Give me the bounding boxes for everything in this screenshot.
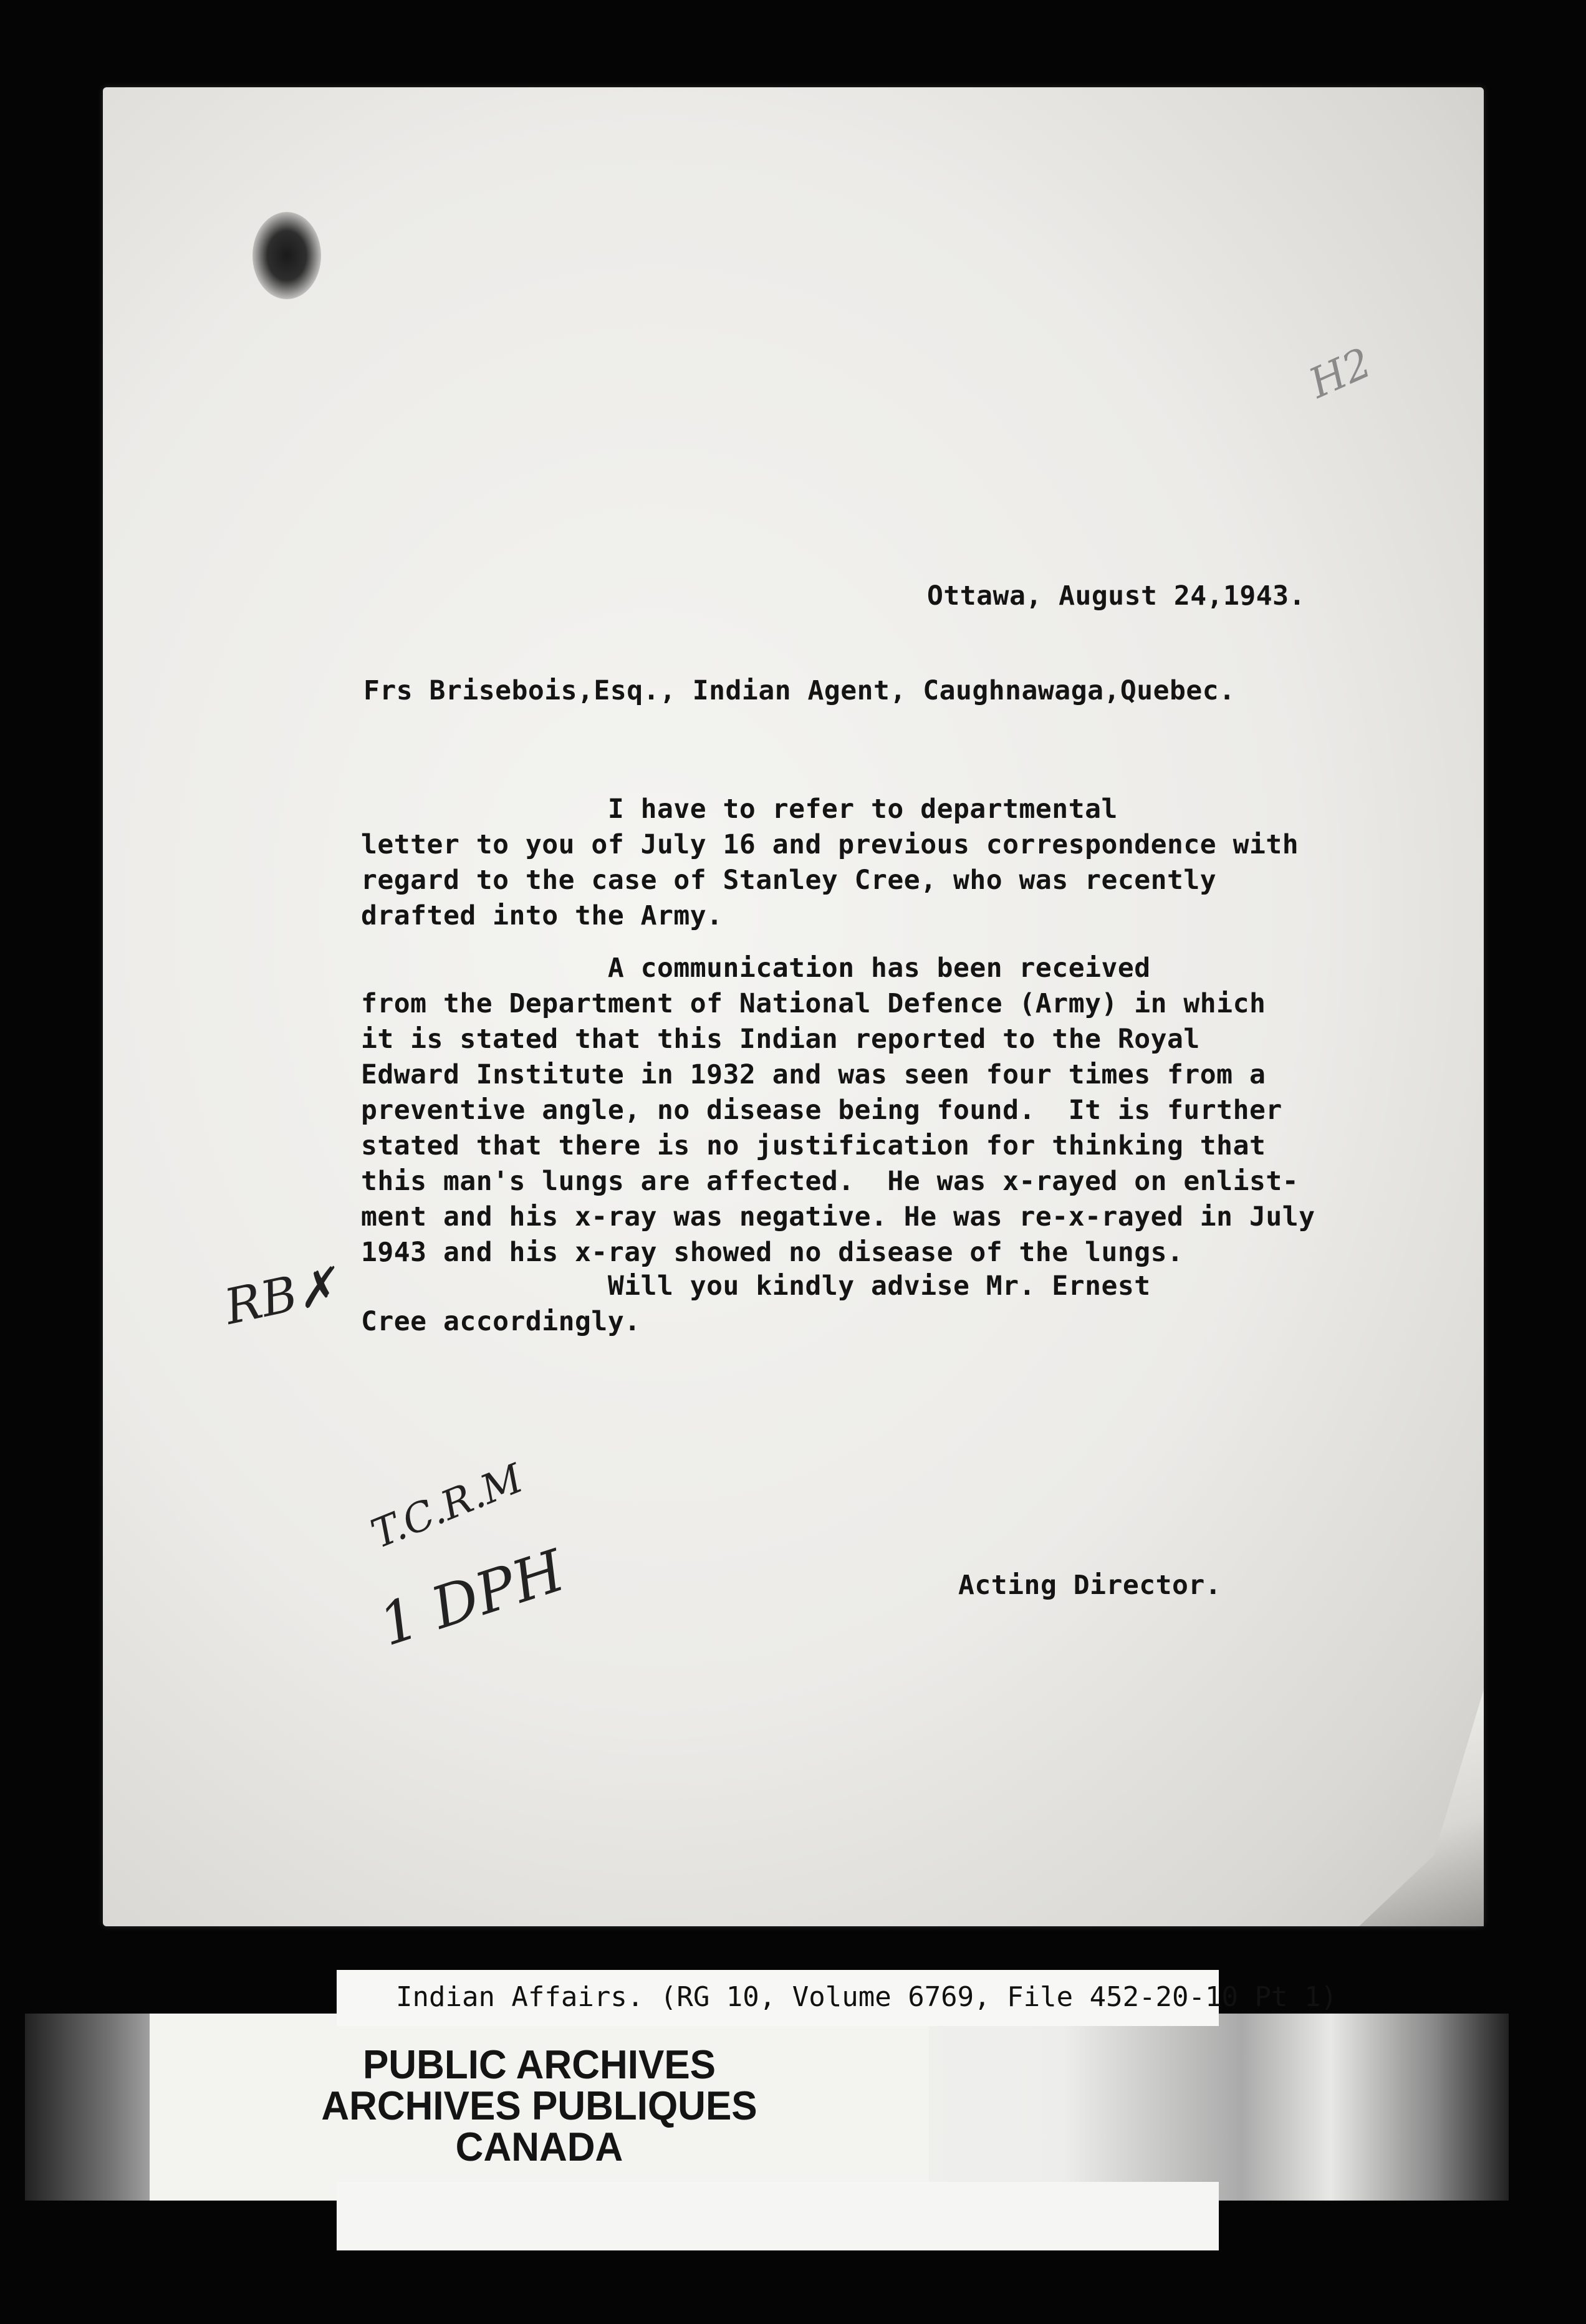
letter-date: Ottawa, August 24,1943. [927, 580, 1305, 612]
citation-box [337, 1970, 1337, 2026]
letter-page [103, 87, 1484, 1926]
archive-label-strip [321, 1970, 1337, 2219]
handwritten-corner-mark: H2 [1302, 339, 1378, 408]
letter-paragraph-1: I have to refer to departmental letter to you of July 16 and previous correspondence with regard to the case of Stanley Cree, who was recently drafted into the Army. [361, 794, 1299, 931]
handwritten-initials-top: T.C.R.M [365, 1455, 530, 1558]
citation-text: Indian Affairs. (RG 10, Volume 6769, File 452-20-10 Pt 1) [396, 1981, 1337, 2013]
archive-stamp [150, 2014, 929, 2201]
handwritten-margin-mark: RB✗ [219, 1257, 342, 1336]
letter-paragraph-2: A communication has been received from the Department of National Defence (Army) in which it is stated that this Indian reported to the Royal Edward Institute in 1932 and was seen four times from a preventive angle, no disease being found. It is further stated that there is no justification for thinking that this man's lungs are affected. He was x-rayed on enlist- ment and his x-ray was negative. He was re-x-rayed in July 1943 and his x-ray showed no disease of the lungs. [361, 953, 1315, 1268]
archive-label-line-2: ARCHIVES PUBLIQUES [321, 2083, 757, 2129]
archive-band [25, 2014, 1509, 2201]
letter-paragraph-3: Will you kindly advise Mr. Ernest Cree accordingly. [361, 1270, 1151, 1337]
ink-blot [252, 212, 321, 299]
letter-addressee: Frs Brisebois,Esq., Indian Agent, Caughnawaga,Quebec. [363, 675, 1236, 706]
handwritten-initials-bottom: 1 DPH [371, 1537, 572, 1659]
archive-label-line-1: PUBLIC ARCHIVES [362, 2042, 716, 2088]
archive-label-line-3: CANADA [455, 2125, 623, 2170]
folded-corner [1359, 1689, 1484, 1926]
bottom-blank-strip [337, 2182, 1219, 2250]
signature-title: Acting Director. [958, 1570, 1222, 1601]
